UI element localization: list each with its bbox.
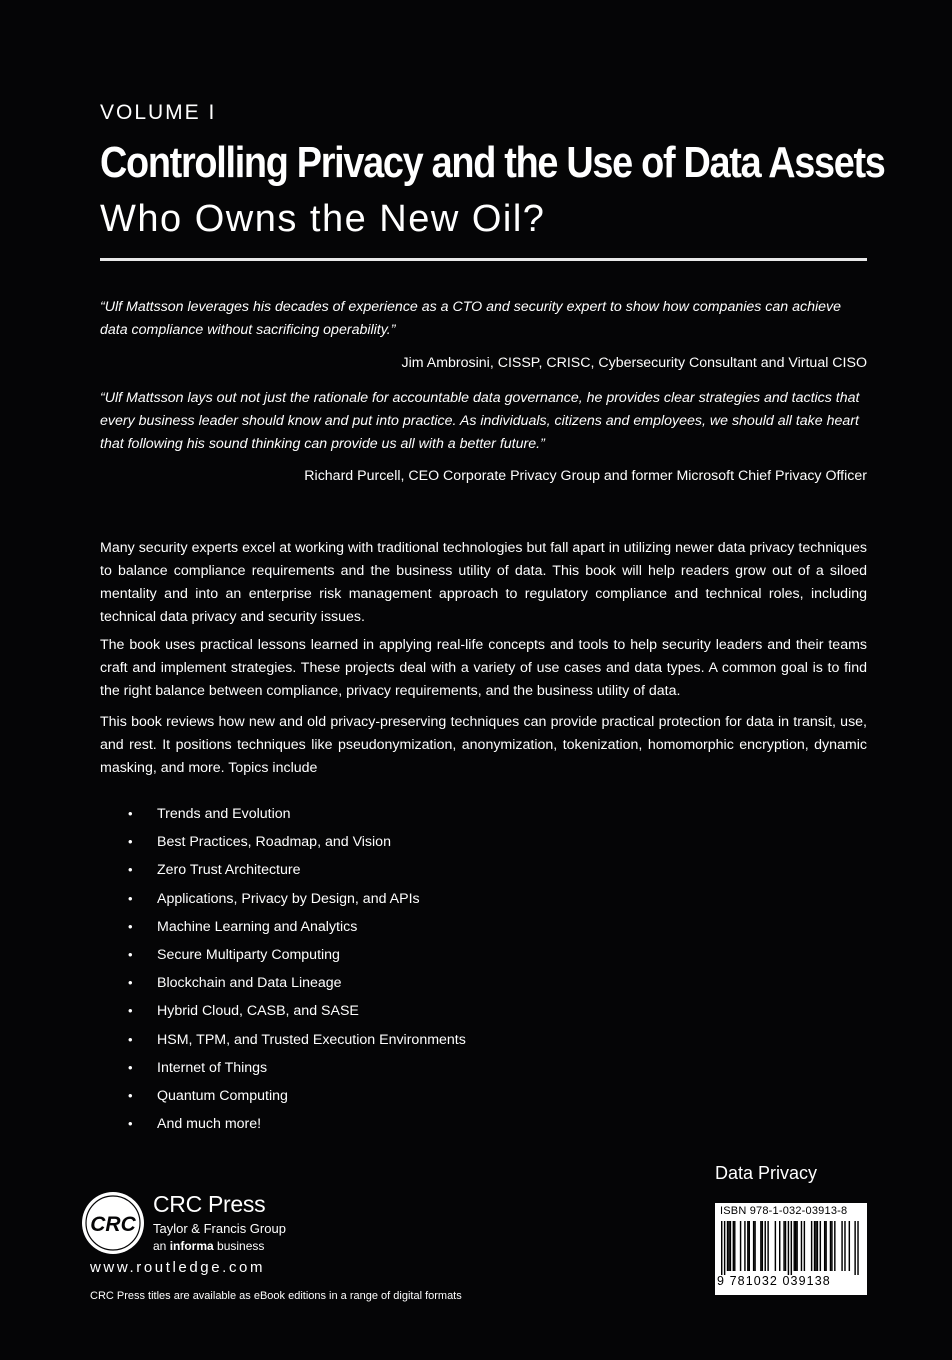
topic-label: And much more! [157,1116,262,1133]
topic-label: HSM, TPM, and Trusted Execution Environments [157,1031,466,1048]
barcode-bar [801,1221,802,1271]
barcode-bar [791,1221,792,1275]
barcode-bar [753,1221,754,1271]
barcode-bar [740,1221,741,1271]
barcode-bar [849,1221,850,1271]
barcode-bar [721,1221,722,1275]
topic-label: Internet of Things [157,1059,268,1076]
bullet-icon: • [128,1116,133,1132]
topic-label: Best Practices, Roadmap, and Vision [157,834,391,851]
book-subtitle: Who Owns the New Oil? [100,198,546,240]
bullet-icon: • [128,862,133,878]
barcode-bar [820,1221,821,1271]
barcode-bar [841,1221,842,1271]
publisher-website-link[interactable]: www.routledge.com [90,1259,266,1276]
barcode-bar [730,1221,731,1271]
topic-label: Trends and Evolution [157,806,291,822]
list-item [100,830,466,858]
barcode-bar [779,1221,780,1271]
topic-label: Zero Trust Architecture [157,862,301,879]
barcode-bar [834,1221,835,1271]
barcode-bar [796,1221,797,1271]
description-paragraph: Many security experts excel at working with traditional technologies but fall apart in utilizing newer data privacy techniques to balance compliance requirements and the business utility of data. This book will help readers grow out of a siloed mentality and into an enterprise risk management approach to regulatory compliance and technical roles, including technical data privacy and security issues. [100,540,867,625]
barcode-bar [857,1221,858,1275]
barcode-bar [744,1221,745,1271]
publisher-name: CRC Press [153,1191,266,1217]
isbn-barcode [715,1203,867,1295]
barcode-bar [811,1221,812,1271]
bullet-icon: • [128,975,133,991]
barcode-bar [733,1221,734,1271]
volume-label: VOLUME I [100,101,217,124]
bullet-icon: • [128,890,133,906]
bullet-icon: • [128,1003,133,1019]
barcode-bar [762,1221,763,1271]
barcode-bar [814,1221,815,1271]
barcode-bar [817,1221,818,1271]
barcode-bar [728,1221,729,1271]
endorsement-attribution: Jim Ambrosini, CISSP, CRISC, Cybersecurity Consultant and Virtual CISO [401,355,867,371]
endorsement-quote: “Ulf Mattsson leverages his decades of experience as a CTO and security expert to show how companies can achieve data compliance without sacrificing operability.” [100,299,842,338]
barcode-bar [734,1221,735,1271]
bullet-icon: • [128,1031,133,1047]
barcode-bar [825,1221,826,1271]
topic-label: Blockchain and Data Lineage [157,975,342,992]
topic-label: Hybrid Cloud, CASB, and SASE [157,1003,359,1020]
barcode-bar [775,1221,776,1271]
barcode-bar [831,1221,832,1271]
list-item [100,971,466,999]
description-paragraph: The book uses practical lessons learned in applying real-life concepts and tools to help security leaders and their teams craft and implement strategies. These projects deal with a variety of use cases and data types. A common goal is to find the right balance between compliance, privacy requirements, and the business utility of data. [100,637,867,699]
barcode-bar [765,1221,766,1271]
topic-label: Secure Multiparty Computing [157,946,340,963]
bullet-icon: • [128,834,133,850]
barcode-bar [830,1221,831,1271]
barcode-bar [794,1221,795,1271]
barcode-bar [754,1221,755,1271]
list-item [100,887,466,915]
bullet-icon: • [128,806,133,821]
bullet-icon: • [128,1059,133,1075]
list-item [100,802,466,830]
barcode-bar [727,1221,728,1271]
list-item [100,1056,466,1084]
list-item [100,915,466,943]
bullet-icon: • [128,946,133,962]
publisher-informa: an informa business [153,1239,265,1253]
barcode-bar [815,1221,816,1271]
endorsement-attribution: Richard Purcell, CEO Corporate Privacy Group and former Microsoft Chief Privacy Officer [304,468,867,484]
endorsement-quote: “Ulf Mattsson lays out not just the rationale for accountable data governance, he provides clear strategies and tactics that every business leader should know and put into practice. As individuals, citizens and employees, we should all take heart that following his sound thinking can provide us all with a better future.” [100,390,860,452]
list-item [100,943,466,971]
barcode-bar [804,1221,805,1271]
barcode-bar [767,1221,768,1271]
description-paragraph: This book reviews how new and old privacy-preserving techniques can provide practical protection for data in transit, use, and rest. It positions techniques like pseudonymization, anonymization, tokenization, homomorphic encryption, dynamic masking, and more. Topics include [100,714,867,776]
list-item [100,1028,466,1056]
publisher-group: Taylor & Francis Group [153,1221,286,1236]
book-title: Controlling Privacy and the Use of Data Assets [100,138,885,187]
barcode-bar [788,1221,789,1275]
isbn-label: ISBN 978-1-032-03913-8 [720,1205,848,1217]
crc-logo-text: CRC [90,1213,136,1236]
barcode-bar [783,1221,784,1271]
barcode-bar [724,1221,725,1275]
ebook-note: CRC Press titles are available as eBook editions in a range of digital formats [90,1290,462,1302]
category-label: Data Privacy [715,1163,818,1183]
list-item [100,1084,466,1112]
barcode-bar [747,1221,748,1271]
list-item [100,999,466,1027]
barcode-bar [854,1221,855,1275]
barcode-bar [760,1221,761,1271]
bullet-icon: • [128,1087,133,1103]
list-item [100,858,466,886]
topics-list [100,802,466,1140]
topic-label: Machine Learning and Analytics [157,918,358,935]
barcode-bar [785,1221,786,1271]
topic-label: Applications, Privacy by Design, and APIs [157,890,420,907]
barcode-bar [844,1221,845,1271]
topic-label: Quantum Computing [157,1087,288,1104]
ean-digits: 9 781032 039138 [717,1274,831,1288]
bullet-icon: • [128,918,133,934]
title-divider [100,258,867,261]
barcode-icon [719,1221,863,1275]
crc-logo-icon [80,1190,146,1256]
list-item [100,1112,466,1140]
barcode-bar [824,1221,825,1271]
barcode-bar [795,1221,796,1271]
barcode-bar [749,1221,750,1271]
